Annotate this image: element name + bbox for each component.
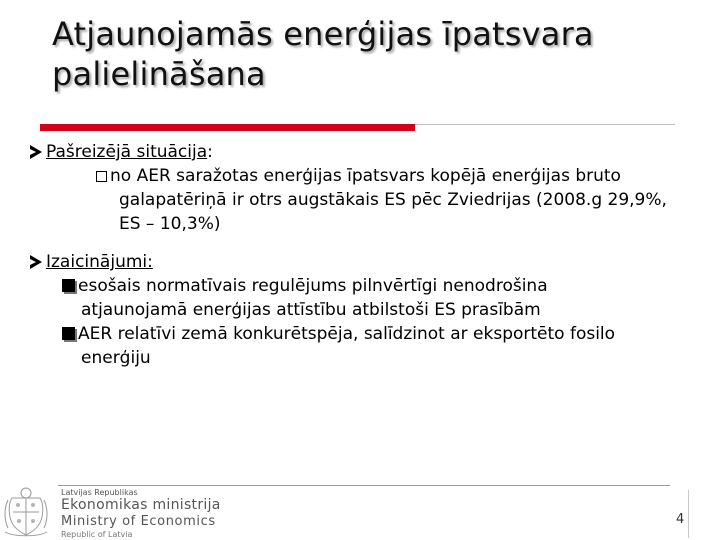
bullet-text-line: atjaunojamā enerģijas attīstību atbilstoši ES prasībām: [81, 300, 541, 320]
footer-divider-line: [58, 485, 670, 486]
slide-title-line-2: palielināšana: [52, 55, 266, 93]
bullet-text-line: AER relatīvi zemā konkurētspēja, salīdzinot ar eksportēto fosilo: [78, 324, 616, 344]
logo-ministry-en: Ministry of Economics: [61, 514, 216, 529]
list-item: [62, 274, 700, 322]
filled-square-bullet-icon: [62, 279, 75, 292]
filled-square-bullet-icon: [62, 327, 75, 340]
bullet-text-line: no AER saražotas enerģijas īpatsvars kopējā enerģijas bruto: [110, 166, 621, 186]
arrow-bullet-icon: [30, 255, 42, 269]
logo-caption-bottom: Republic of Latvia: [61, 530, 133, 539]
section-heading: Pašreizējā situācija: [46, 142, 208, 162]
bullet-text-line: esošais normatīvais regulējums pilnvērtīgi nenodrošina: [78, 276, 548, 296]
logo-caption-top: Latvijas Republikas: [61, 488, 138, 497]
logo-ministry-lv: Ekonomikas ministrija: [61, 497, 221, 513]
slide-title-line-1: Atjaunojamās enerģijas īpatsvara: [52, 15, 594, 53]
section-current-situation: [30, 140, 700, 164]
bullet-text-line: enerģiju: [81, 348, 151, 368]
slide-content: [30, 140, 700, 370]
section-challenges: [30, 250, 700, 274]
title-accent-bar: [40, 124, 415, 131]
footer-vertical-line: [688, 490, 689, 538]
section-heading-colon: :: [207, 142, 213, 162]
list-item: [62, 322, 700, 370]
arrow-bullet-icon: [30, 145, 42, 159]
slide-title: [52, 14, 692, 94]
hollow-square-bullet-icon: [96, 171, 107, 182]
list-item: [96, 164, 700, 236]
bullet-text-line: ES – 10,3%): [119, 214, 221, 234]
section-heading: Izaicinājumi:: [46, 252, 153, 272]
bullet-text-line: galapatēriņā ir otrs augstākais ES pēc Zviedrijas (2008.g 29,9%,: [119, 190, 667, 210]
coat-of-arms-icon: [2, 484, 50, 538]
page-number: 4: [676, 512, 685, 527]
